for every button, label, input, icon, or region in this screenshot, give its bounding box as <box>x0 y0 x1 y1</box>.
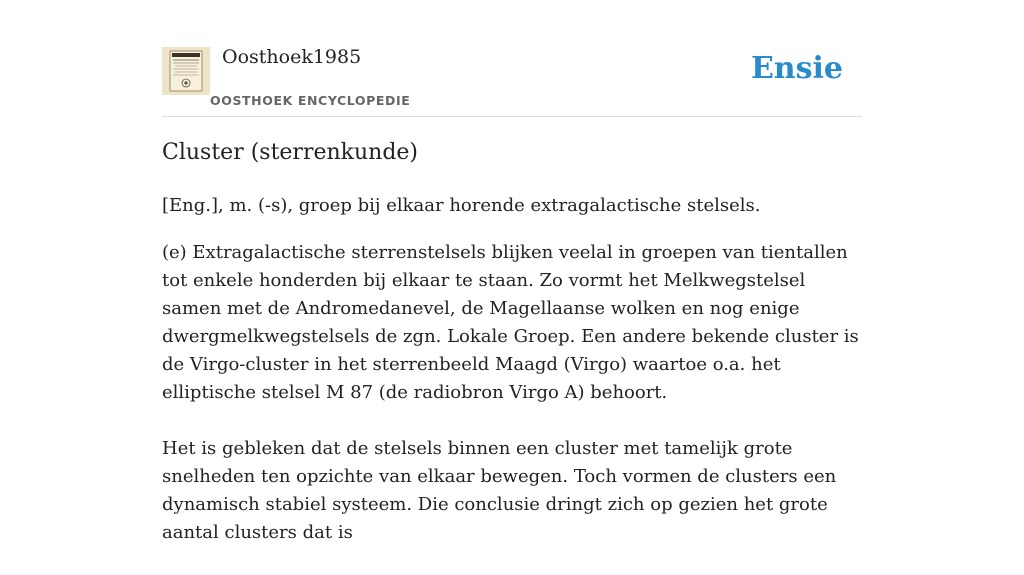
author-name[interactable]: Oosthoek1985 <box>222 46 362 68</box>
article-paragraph: (e) Extragalactische sterrenstelsels blijken veelal in groepen van tientallen tot enkele honderden bij elkaar te staan. Zo vormt het Melkwegstelsel samen met de Andromedanevel, de Magellaanse wolken en nog enige dwergmelkwegstelsels de zgn. Lokale Groep. Een andere bekende cluster is de Virgo-cluster in het sterrenbeeld Maagd (Virgo) waartoe o.a. het elliptische stelsel M 87 (de radiobron Virgo A) behoort. <box>162 242 859 403</box>
definition-text: [Eng.], m. (-s), groep bij elkaar horende extragalactische stelsels. <box>162 195 761 216</box>
brand-logo[interactable]: Ensie <box>750 51 843 86</box>
page-header <box>162 44 862 117</box>
article-body <box>162 192 862 575</box>
article-paragraph: Het is gebleken dat de stelsels binnen een cluster met tamelijk grote snelheden ten opzichte van elkaar bewegen. Toch vormen de clusters een dynamisch stabiel systeem. Die conclusie dringt zich op gezien het grote aantal clusters dat is <box>162 438 837 543</box>
page-title: Cluster (sterrenkunde) <box>162 140 419 165</box>
encyclopedia-cover-icon[interactable] <box>162 47 210 95</box>
source-label[interactable]: OOSTHOEK ENCYCLOPEDIE <box>210 93 411 108</box>
